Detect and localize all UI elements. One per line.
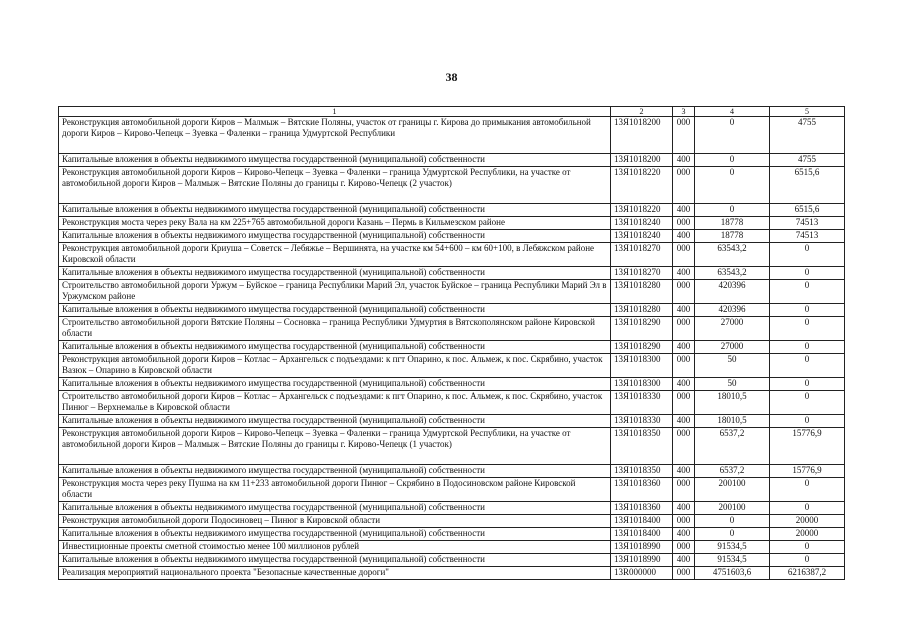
page-number: 38 [445, 70, 458, 84]
row-value-2022-cell: 0 [770, 243, 845, 267]
row-value-2021-cell: 6537,2 [695, 428, 770, 465]
row-value-2021-cell: 63543,2 [695, 243, 770, 267]
row-value-2021-cell: 200100 [695, 502, 770, 515]
row-value-2021-cell: 4751603,6 [695, 567, 770, 580]
row-value-2021-cell: 6537,2 [695, 465, 770, 478]
row-code-cell: 13Я1018330 [611, 415, 673, 428]
table-row [59, 528, 845, 541]
row-type-cell: 000 [673, 167, 695, 204]
row-name-cell: Капитальные вложения в объекты недвижимого имущества государственной (муниципальной) собственности [59, 154, 611, 167]
row-type-cell: 400 [673, 554, 695, 567]
row-code-cell: 13Я1018330 [611, 391, 673, 415]
row-type-cell: 000 [673, 541, 695, 554]
row-name-cell: Реконструкция автомобильной дороги Киров – Кирово-Чепецк – Зуевка – Фаленки – граница Удмуртской Республики, на участке от автомобильной дороги Киров – Малмыж – Вятские Поляны до границы г. Кирово-Чепецк (1 участок) [59, 428, 611, 465]
row-code-cell: 13Я1018270 [611, 243, 673, 267]
row-code-cell: 13Я1018360 [611, 502, 673, 515]
table-row [59, 391, 845, 415]
row-name-cell: Капитальные вложения в объекты недвижимого имущества государственной (муниципальной) собственности [59, 378, 611, 391]
row-name-cell: Капитальные вложения в объекты недвижимого имущества государственной (муниципальной) собственности [59, 528, 611, 541]
row-value-2022-cell: 6515,6 [770, 204, 845, 217]
row-type-cell: 400 [673, 415, 695, 428]
row-type-cell: 400 [673, 528, 695, 541]
row-value-2021-cell: 50 [695, 354, 770, 378]
row-value-2021-cell: 27000 [695, 317, 770, 341]
row-value-2022-cell: 0 [770, 415, 845, 428]
row-value-2022-cell: 0 [770, 341, 845, 354]
row-value-2022-cell: 0 [770, 554, 845, 567]
row-value-2021-cell: 420396 [695, 280, 770, 304]
table-row [59, 502, 845, 515]
row-type-cell: 000 [673, 243, 695, 267]
row-value-2021-cell: 18010,5 [695, 391, 770, 415]
row-type-cell: 000 [673, 391, 695, 415]
table-row [59, 341, 845, 354]
column-header: 4 [695, 107, 770, 117]
row-value-2021-cell: 0 [695, 204, 770, 217]
row-value-2021-cell: 50 [695, 378, 770, 391]
row-code-cell: 13Я1018990 [611, 554, 673, 567]
table-row [59, 465, 845, 478]
row-type-cell: 000 [673, 317, 695, 341]
budget-table [58, 106, 845, 580]
row-type-cell: 000 [673, 515, 695, 528]
row-name-cell: Реконструкция автомобильной дороги Подосиновец – Пинюг в Кировской области [59, 515, 611, 528]
row-code-cell: 13R000000 [611, 567, 673, 580]
row-value-2021-cell: 0 [695, 167, 770, 204]
row-value-2021-cell: 18778 [695, 230, 770, 243]
row-code-cell: 13Я1018350 [611, 428, 673, 465]
row-value-2022-cell: 0 [770, 378, 845, 391]
column-header: 3 [673, 107, 695, 117]
table-row [59, 317, 845, 341]
row-name-cell: Капитальные вложения в объекты недвижимого имущества государственной (муниципальной) собственности [59, 465, 611, 478]
table-row [59, 243, 845, 267]
row-value-2021-cell: 18778 [695, 217, 770, 230]
table-row [59, 541, 845, 554]
row-value-2022-cell: 20000 [770, 528, 845, 541]
row-type-cell: 400 [673, 502, 695, 515]
row-value-2021-cell: 0 [695, 528, 770, 541]
table-row [59, 230, 845, 243]
row-name-cell: Капитальные вложения в объекты недвижимого имущества государственной (муниципальной) собственности [59, 230, 611, 243]
row-name-cell: Реконструкция автомобильной дороги Криуша – Советск – Лебяжье – Вершинята, на участке км 54+600 – км 60+100, в Лебяжском районе Кировской области [59, 243, 611, 267]
row-name-cell: Капитальные вложения в объекты недвижимого имущества государственной (муниципальной) собственности [59, 341, 611, 354]
row-name-cell: Капитальные вложения в объекты недвижимого имущества государственной (муниципальной) собственности [59, 204, 611, 217]
row-value-2021-cell: 91534,5 [695, 554, 770, 567]
row-value-2022-cell: 74513 [770, 230, 845, 243]
row-code-cell: 13Я1018200 [611, 154, 673, 167]
row-name-cell: Капитальные вложения в объекты недвижимого имущества государственной (муниципальной) собственности [59, 502, 611, 515]
row-name-cell: Реконструкция моста через реку Пушма на км 11+233 автомобильной дороги Пинюг – Скрябино в Подосиновском районе Кировской области [59, 478, 611, 502]
row-code-cell: 13Я1018280 [611, 304, 673, 317]
table-row [59, 428, 845, 465]
row-code-cell: 13Я1018240 [611, 217, 673, 230]
row-code-cell: 13Я1018400 [611, 515, 673, 528]
row-value-2022-cell: 0 [770, 304, 845, 317]
table-row [59, 515, 845, 528]
row-value-2022-cell: 4755 [770, 154, 845, 167]
row-value-2021-cell: 18010,5 [695, 415, 770, 428]
row-code-cell: 13Я1018350 [611, 465, 673, 478]
row-name-cell: Реконструкция моста через реку Вала на км 225+765 автомобильной дороги Казань – Пермь в Кильмезском районе [59, 217, 611, 230]
row-name-cell: Реконструкция автомобильной дороги Киров – Кирово-Чепецк – Зуевка – Фаленки – граница Удмуртской Республики, на участке от автомобильной дороги Киров – Малмыж – Вятские Поляны до границы г. Кирово-Чепецк (2 участок) [59, 167, 611, 204]
row-name-cell: Строительство автомобильной дороги Уржум – Буйское – граница Республики Марий Эл, участок Буйское – граница Республики Марий Эл в Уржумском районе [59, 280, 611, 304]
row-value-2021-cell: 63543,2 [695, 267, 770, 280]
table-row [59, 304, 845, 317]
row-value-2022-cell: 6515,6 [770, 167, 845, 204]
row-code-cell: 13Я1018270 [611, 267, 673, 280]
row-code-cell: 13Я1018240 [611, 230, 673, 243]
row-value-2022-cell: 15776,9 [770, 465, 845, 478]
table-row [59, 267, 845, 280]
row-value-2022-cell: 0 [770, 391, 845, 415]
row-name-cell: Капитальные вложения в объекты недвижимого имущества государственной (муниципальной) собственности [59, 267, 611, 280]
row-name-cell: Капитальные вложения в объекты недвижимого имущества государственной (муниципальной) собственности [59, 554, 611, 567]
row-type-cell: 400 [673, 341, 695, 354]
row-type-cell: 400 [673, 204, 695, 217]
row-value-2021-cell: 27000 [695, 341, 770, 354]
row-type-cell: 000 [673, 567, 695, 580]
row-value-2022-cell: 15776,9 [770, 428, 845, 465]
row-type-cell: 400 [673, 465, 695, 478]
table-row [59, 415, 845, 428]
row-value-2022-cell: 20000 [770, 515, 845, 528]
row-type-cell: 000 [673, 478, 695, 502]
column-header: 5 [770, 107, 845, 117]
row-type-cell: 000 [673, 217, 695, 230]
table-row [59, 378, 845, 391]
row-value-2021-cell: 0 [695, 515, 770, 528]
row-type-cell: 000 [673, 354, 695, 378]
row-code-cell: 13Я1018400 [611, 528, 673, 541]
row-name-cell: Капитальные вложения в объекты недвижимого имущества государственной (муниципальной) собственности [59, 304, 611, 317]
row-value-2022-cell: 0 [770, 478, 845, 502]
table-row [59, 154, 845, 167]
row-value-2022-cell: 0 [770, 280, 845, 304]
row-type-cell: 000 [673, 117, 695, 154]
column-header: 2 [611, 107, 673, 117]
table-row [59, 167, 845, 204]
column-header: 1 [59, 107, 611, 117]
row-code-cell: 13Я1018360 [611, 478, 673, 502]
row-code-cell: 13Я1018200 [611, 117, 673, 154]
row-value-2021-cell: 200100 [695, 478, 770, 502]
row-value-2021-cell: 0 [695, 117, 770, 154]
row-value-2022-cell: 74513 [770, 217, 845, 230]
row-code-cell: 13Я1018280 [611, 280, 673, 304]
row-type-cell: 400 [673, 267, 695, 280]
row-value-2021-cell: 91534,5 [695, 541, 770, 554]
table-row [59, 478, 845, 502]
row-name-cell: Капитальные вложения в объекты недвижимого имущества государственной (муниципальной) собственности [59, 415, 611, 428]
table-row [59, 117, 845, 154]
row-type-cell: 000 [673, 280, 695, 304]
table-row [59, 354, 845, 378]
row-code-cell: 13Я1018220 [611, 204, 673, 217]
row-name-cell: Строительство автомобильной дороги Киров – Котлас – Архангельск с подъездами: к пгт Опарино, к пос. Альмеж, к пос. Скрябино, участок Пинюг – Верхнемалье в Кировской области [59, 391, 611, 415]
row-code-cell: 13Я1018990 [611, 541, 673, 554]
row-name-cell: Инвестиционные проекты сметной стоимостью менее 100 миллионов рублей [59, 541, 611, 554]
row-name-cell: Реализация мероприятий национального проекта "Безопасные качественные дороги" [59, 567, 611, 580]
row-value-2022-cell: 4755 [770, 117, 845, 154]
row-code-cell: 13Я1018300 [611, 378, 673, 391]
row-code-cell: 13Я1018290 [611, 341, 673, 354]
row-code-cell: 13Я1018290 [611, 317, 673, 341]
row-code-cell: 13Я1018220 [611, 167, 673, 204]
row-code-cell: 13Я1018300 [611, 354, 673, 378]
row-type-cell: 400 [673, 378, 695, 391]
row-name-cell: Реконструкция автомобильной дороги Киров – Малмыж – Вятские Поляны, участок от границы г. Кирова до примыкания автомобильной дороги Киров – Кирово-Чепецк – Зуевка – Фаленки – граница Удмуртской Республики [59, 117, 611, 154]
row-type-cell: 000 [673, 428, 695, 465]
row-value-2022-cell: 0 [770, 317, 845, 341]
row-value-2022-cell: 0 [770, 354, 845, 378]
row-name-cell: Реконструкция автомобильной дороги Киров – Котлас – Архангельск с подъездами: к пгт Опарино, к пос. Альмеж, к пос. Скрябино, участок Вазюк – Опарино в Кировской области [59, 354, 611, 378]
row-name-cell: Строительство автомобильной дороги Вятские Поляны – Сосновка – граница Республики Удмуртия в Вятскополянском районе Кировской области [59, 317, 611, 341]
row-type-cell: 400 [673, 304, 695, 317]
row-value-2022-cell: 0 [770, 541, 845, 554]
row-value-2022-cell: 0 [770, 267, 845, 280]
row-type-cell: 400 [673, 230, 695, 243]
row-value-2021-cell: 420396 [695, 304, 770, 317]
row-value-2022-cell: 0 [770, 502, 845, 515]
table-row [59, 204, 845, 217]
row-value-2022-cell: 6216387,2 [770, 567, 845, 580]
row-type-cell: 400 [673, 154, 695, 167]
table-row [59, 280, 845, 304]
table-row [59, 554, 845, 567]
table-row [59, 567, 845, 580]
row-value-2021-cell: 0 [695, 154, 770, 167]
header-row [59, 107, 845, 117]
table-row [59, 217, 845, 230]
